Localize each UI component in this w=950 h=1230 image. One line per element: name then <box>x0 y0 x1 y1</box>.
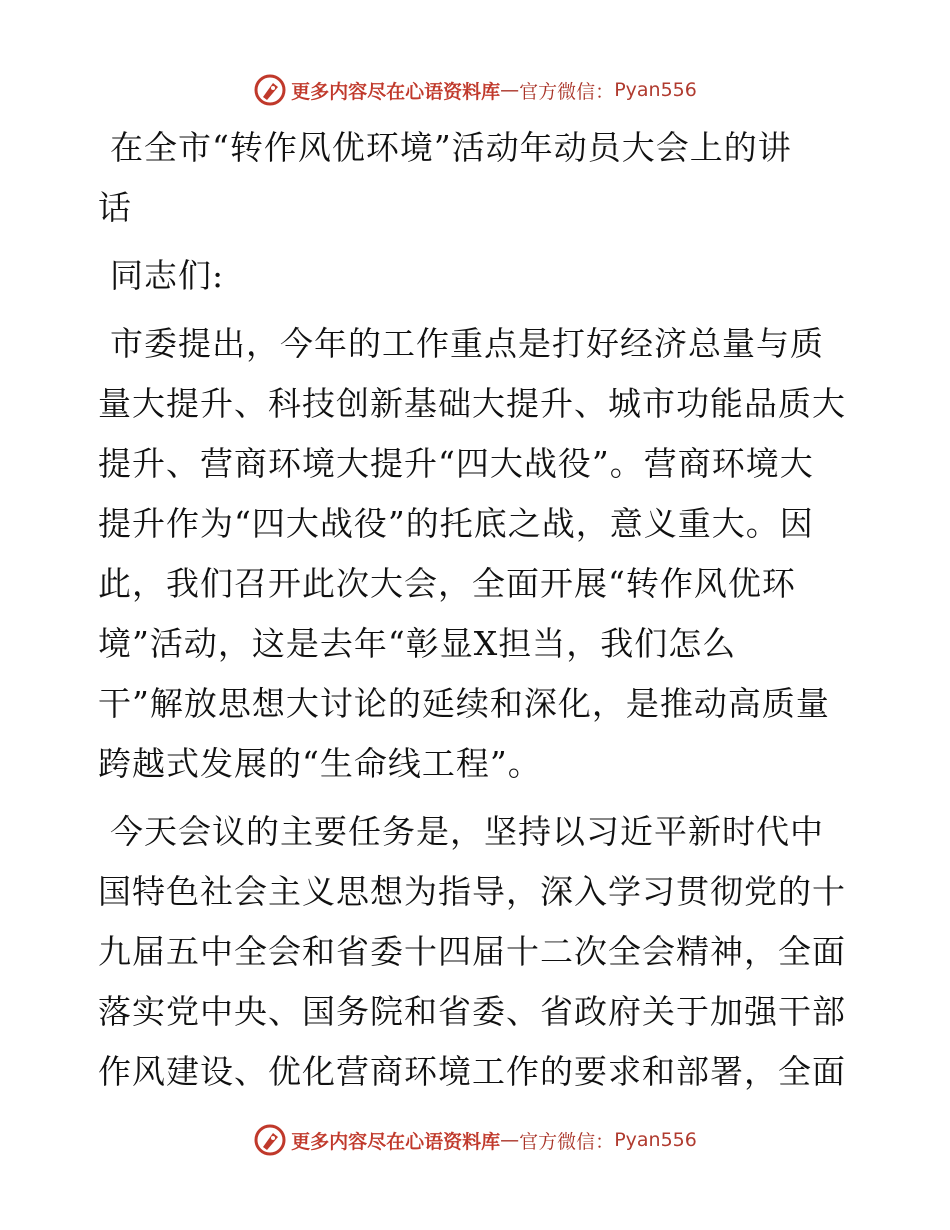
document-body <box>98 118 850 1110</box>
pen-nib-icon <box>253 1123 287 1157</box>
text-line: 市委提出，今年的工作重点是打好经济总量与质 <box>110 324 824 363</box>
watermark-official-label: 官方微信： <box>519 80 615 103</box>
paragraph-1 <box>98 314 850 794</box>
watermark-official-label: 官方微信： <box>519 1130 615 1153</box>
watermark-banner-bottom <box>0 1120 950 1160</box>
watermark-wechat-id: Pyan556 <box>614 1129 697 1151</box>
text-line: 干”解放思想大讨论的延续和深化，是推动高质量 <box>98 684 830 723</box>
greeting-text: 同志们: <box>110 256 225 295</box>
text-line: 此，我们召开此次大会，全面开展“转作风优环 <box>98 564 796 603</box>
title-line: 话 <box>98 188 132 227</box>
text-line: 提升作为“四大战役”的托底之战，意义重大。因 <box>98 504 814 543</box>
text-line: 境”活动，这是去年“彰显X担当，我们怎么 <box>98 624 737 663</box>
pen-nib-icon <box>253 73 287 107</box>
greeting <box>98 246 850 306</box>
text-line: 提升、营商环境大提升“四大战役”。营商环境大 <box>98 444 814 483</box>
title-line: 在全市“转作风优环境”活动年动员大会上的讲 <box>110 128 792 167</box>
text-line: 落实党中央、国务院和省委、省政府关于加强干部 <box>98 992 846 1031</box>
document-title <box>98 118 850 238</box>
watermark-banner-top <box>0 70 950 110</box>
text-line: 量大提升、科技创新基础大提升、城市功能品质大 <box>98 384 846 423</box>
watermark-text: 更多内容尽在心语资料库 <box>291 1130 501 1153</box>
text-line: 九届五中全会和省委十四届十二次全会精神，全面 <box>98 932 846 971</box>
text-line: 作风建设、优化营商环境工作的要求和部署，全面 <box>98 1052 846 1091</box>
text-line: 跨越式发展的“生命线工程”。 <box>98 744 542 783</box>
paragraph-2 <box>98 802 850 1102</box>
watermark-wechat-id: Pyan556 <box>614 79 697 101</box>
watermark-separator: — <box>500 1129 520 1151</box>
text-line: 今天会议的主要任务是，坚持以习近平新时代中 <box>110 812 824 851</box>
watermark-separator: — <box>500 79 520 101</box>
watermark-text: 更多内容尽在心语资料库 <box>291 80 501 103</box>
text-line: 国特色社会主义思想为指导，深入学习贯彻党的十 <box>98 872 846 911</box>
